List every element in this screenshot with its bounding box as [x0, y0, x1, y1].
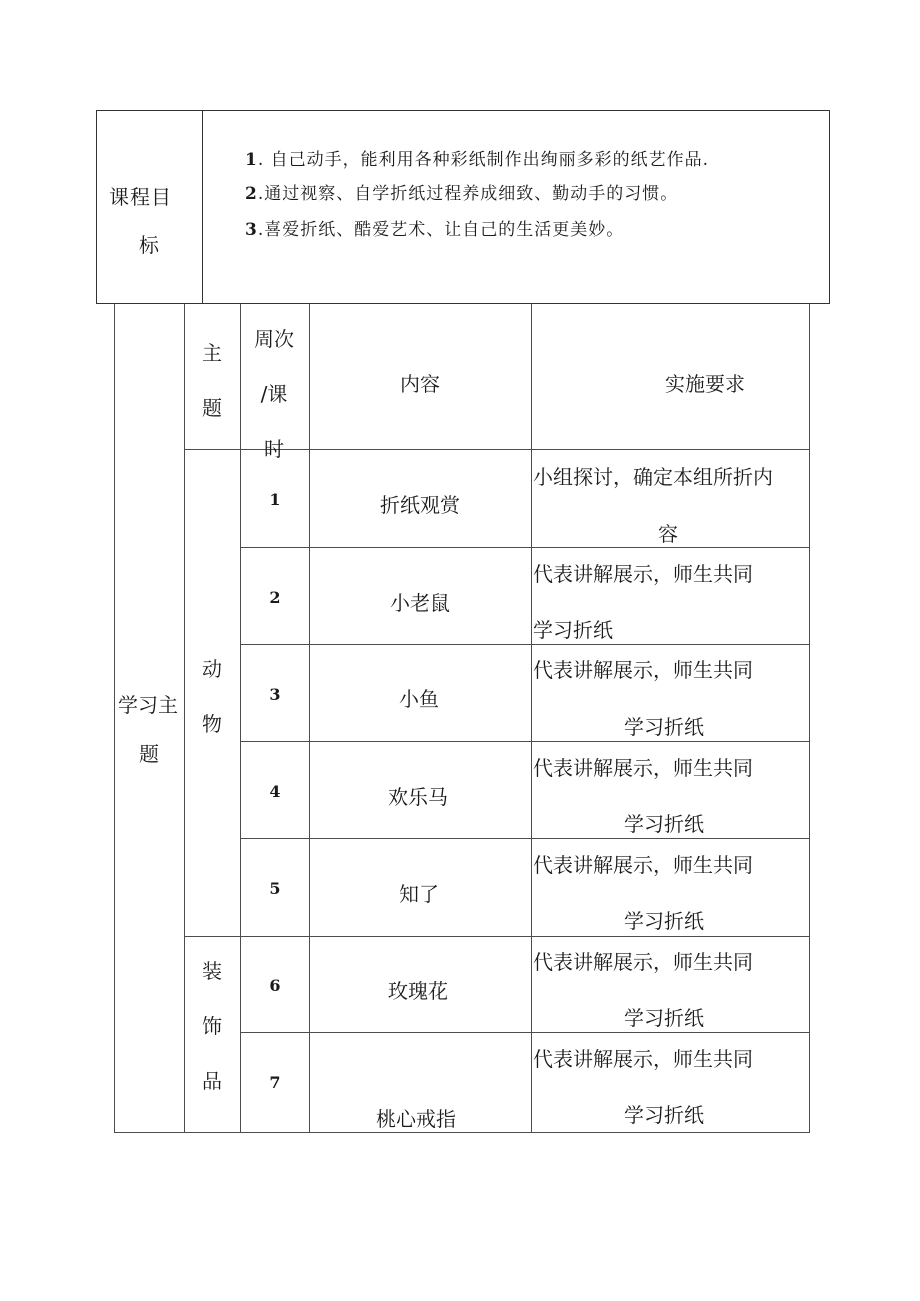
table-border: [531, 304, 532, 1133]
lesson-requirement-line2: 容: [658, 522, 678, 546]
lesson-requirement-line2: 学习折纸: [624, 812, 704, 836]
lesson-requirement-line1: 代表讲解展示，师生共同: [533, 853, 753, 877]
table-border: [114, 304, 115, 1133]
week-number: 1: [269, 490, 281, 509]
course-goals-label-line2: 标: [139, 233, 160, 257]
lesson-requirement-line1: 代表讲解展示，师生共同: [533, 1047, 753, 1071]
header-content: 内容: [400, 372, 440, 396]
lesson-content: 知了: [399, 882, 439, 906]
goal-item-2: 2.通过视察、自学折纸过程养成细致、勤动手的习惯。: [245, 184, 679, 204]
lesson-requirement-line1: 代表讲解展示，师生共同: [533, 658, 753, 682]
learning-themes-label-line1: 学习主: [118, 693, 178, 717]
header-requirement: 实施要求: [665, 372, 745, 396]
table-border: [184, 936, 810, 937]
table-border: [809, 304, 810, 1133]
lesson-requirement-line2: 学习折纸: [624, 715, 704, 739]
theme-group-animals: 动 物: [202, 657, 222, 736]
week-number: 5: [269, 879, 281, 898]
header-week: 周次 /课 时: [254, 327, 294, 461]
course-goals-label-line1: 课程目: [109, 185, 172, 209]
lesson-content: 折纸观赏: [380, 493, 460, 517]
week-number: 2: [269, 588, 281, 607]
table-border: [240, 741, 810, 742]
learning-themes-table: [114, 304, 810, 1133]
lesson-requirement-line2: 学习折纸: [624, 1103, 704, 1127]
table-border: [240, 838, 810, 839]
theme-group-decorations: 装 饰 品: [202, 959, 222, 1093]
lesson-requirement-line1: 代表讲解展示，师生共同: [533, 756, 753, 780]
table-border: [240, 1032, 810, 1033]
lesson-content: 小鱼: [399, 687, 439, 711]
lesson-content: 玫瑰花: [388, 979, 448, 1003]
table-border: [309, 304, 310, 1133]
week-number: 7: [269, 1073, 281, 1092]
lesson-requirement-line1: 代表讲解展示，师生共同: [533, 562, 753, 586]
lesson-content: 小老鼠: [390, 591, 450, 615]
lesson-requirement-line1: 小组探讨，确定本组所折内: [533, 465, 773, 489]
header-theme: 主 题: [202, 341, 222, 420]
lesson-requirement-line2: 学习折纸: [624, 1006, 704, 1030]
table-border: [240, 547, 810, 548]
week-number: 4: [269, 782, 281, 801]
table-border: [240, 304, 241, 1133]
learning-themes-label-line2: 题: [139, 742, 159, 766]
lesson-content: 桃心戒指: [376, 1107, 456, 1131]
lesson-requirement-line2: 学习折纸: [624, 909, 704, 933]
lesson-requirement-line2: 学习折纸: [533, 618, 613, 642]
table-border: [114, 1132, 810, 1133]
goal-item-3: 3.喜爱折纸、酷爱艺术、让自己的生活更美妙。: [245, 220, 625, 240]
week-number: 6: [269, 976, 281, 995]
table-border: [184, 304, 185, 1133]
course-goals-box: [96, 110, 830, 304]
lesson-content: 欢乐马: [388, 785, 448, 809]
table-border: [240, 644, 810, 645]
course-goals-label: [97, 111, 203, 303]
goal-item-1: 1. 自己动手，能利用各种彩纸制作出绚丽多彩的纸艺作品.: [245, 150, 710, 170]
week-number: 3: [269, 685, 281, 704]
lesson-requirement-line1: 代表讲解展示，师生共同: [533, 950, 753, 974]
